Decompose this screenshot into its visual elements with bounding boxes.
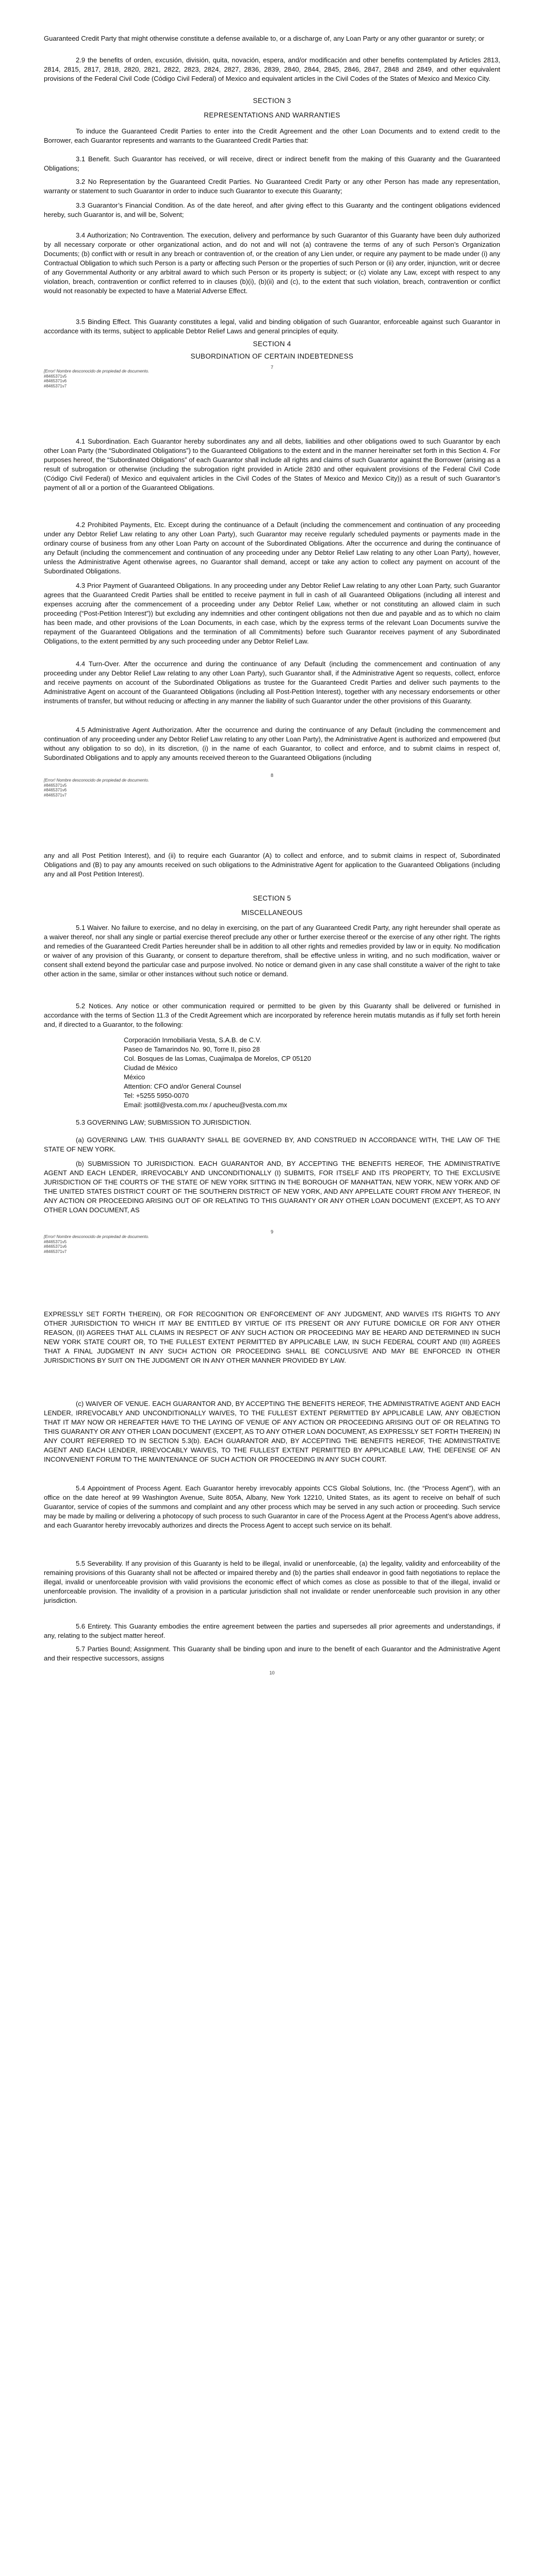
footer-id: #8465371v6 (44, 1244, 67, 1249)
footer-id: #8465371v5 (44, 374, 67, 379)
paragraph-2-9: 2.9 the benefits of orden, excusión, división, quita, novación, espera, and/or modificación and other benefits contemplated by Articles 2813, 2814, 2815, 2817, 2818, 2820, 2821, 2822, 2823, 2824, 2827, 2836, 2839, 2840, 2844, 2845, 2846, 2847, 2848 and 2849, and other equivalent provisions of the Federal Civil Code (Código Civil Federal) of Mexico and equivalent articles in the Civil Codes of the States of Mexico and Mexico City. (44, 56, 500, 82)
paragraph-4-4: 4.4 Turn-Over. After the occurrence and during the continuance of any Default (including the commencement and continuation of any proceeding under any Debtor Relief Law relating to any other Loan Party), such Guarantor shall, if the Administrative Agent so requests, collect, enforce and receive payments on account of the Subordinated Obligations as trustee for the Guaranteed Credit Parties and deliver such payments to the Administrative Agent on account of the Guaranteed Obligations (including all Post-Petition Interest), together with any necessary endorsements or other instruments of transfer, but without reducing or affecting in any manner the liability of such Guarantor under the other provisions of this Guaranty. (44, 660, 500, 705)
address-line: Tel: +5255 5950-0070 (124, 1092, 189, 1099)
footer-id: #8465371v5 (44, 783, 67, 788)
address-line: Ciudad de México (124, 1064, 178, 1072)
paragraph-continuation: any and all Post Petition Interest), and (ii) to require each Guarantor (A) to collect and enforce, and to submit claims in respect of, Subordinated Obligations and (B) to pay any amounts received on such obligations to the Administrative Agent for application to the Guaranteed Obligations (including any and all Post Petition Interest). (44, 852, 500, 878)
paragraph-3-5: 3.5 Binding Effect. This Guaranty constitutes a legal, valid and binding obligation of such Guarantor, enforceable against such Guarantor in accordance with its terms, subject to applicable Debtor Relief Laws and general principles of equity. (44, 318, 500, 335)
page-footer (44, 1234, 199, 1254)
page-number: 9 (270, 1229, 273, 1234)
section-3-subtitle: REPRESENTATIONS AND WARRANTIES (204, 111, 340, 119)
address-line: México (124, 1073, 145, 1081)
paragraph-4-3: 4.3 Prior Payment of Guaranteed Obligations. In any proceeding under any Debtor Relief Law relating to any other Loan Party, such Guarantor agrees that the Guaranteed Credit Parties shall be entitled to receive payment in full in cash of all Guaranteed Obligations (including all interest and expenses accruing after the commencement of a proceeding under any Debtor Relief Law, whether or not constituting an allowed claim in such proceeding (“Post-Petition Interest”)) but excluding any indemnities and other contingent obligations not then due and payable and as to which no claim has been made, and other provisions of the Loan Documents, in each case, which by the express terms of the relevant Loan Documents survive the repayment of the Guaranteed Obligations and the termination of all Commitments) before such Guarantor receives payment of any Subordinated Obligations, to the extent permitted by any such proceeding under any Debtor Relief Law. (44, 582, 500, 645)
paragraph-5-6: 5.6 Entirety. This Guaranty embodies the entire agreement between the parties and supersedes all prior agreements and understandings, if any, relating to the subject matter hereof. (44, 1622, 500, 1639)
footer-id: #8465371v5 (44, 1239, 67, 1244)
footer-note: [Error! Nombre desconocido de propiedad de documento. (44, 369, 150, 374)
page-number: 7 (270, 365, 273, 370)
paragraph-5-7: 5.7 Parties Bound; Assignment. This Guaranty shall be binding upon and inure to the benefit of each Guarantor and the Administrative Agent and their respective successors, assigns (44, 1645, 500, 1662)
address-line: Paseo de Tamarindos No. 90, Torre II, piso 28 (124, 1045, 260, 1053)
paragraph-3-4: 3.4 Authorization; No Contravention. The execution, delivery and performance by such Guarantor of this Guaranty have been duly authorized by all necessary corporate or other organizational action, and do not and will not (a) contravene the terms of any of such Person’s Organization Documents; (b) conflict with or result in any breach or contravention of, or the creation of any Lien under, or require any payment to be made under (i) any Contractual Obligation to which such Person is a party or affecting such Person or the properties of such Person or (ii) any order, injunction, writ or decree of any Governmental Authority or any arbitral award to which such Person or its property is subject; or (c) violate any Law, except with respect to any violation, breach, contravention or conflict referred to in clauses (b)(i), (b)(ii) and (c), to the extent that such violation, breach, contravention or conflict would not reasonably be expected to have a Material Adverse Effect. (44, 231, 500, 295)
footer-note: [Error! Nombre desconocido de propiedad de documento. (44, 1234, 150, 1239)
paragraph-5-3: 5.3 GOVERNING LAW; SUBMISSION TO JURISDICTION. (76, 1118, 252, 1126)
paragraph-3-3: 3.3 Guarantor’s Financial Condition. As of the date hereof, and after giving effect to this Guaranty and the contingent obligations evidenced hereby, such Guarantor is, and will be, Solvent; (44, 201, 500, 218)
page-number: 10 (269, 1670, 275, 1675)
address-line: Email: jsottil@vesta.com.mx / apucheu@vesta.com.mx (124, 1101, 287, 1109)
address-line: Col. Bosques de las Lomas, Cuajimalpa de Morelos, CP 05120 (124, 1055, 311, 1062)
paragraph-continuation: Guaranteed Credit Party that might otherwise constitute a defense available to, or a discharge of, any Loan Party or any other guarantor or surety; or (44, 35, 485, 42)
paragraph-3-intro: To induce the Guaranteed Credit Parties to enter into the Credit Agreement and the other Loan Documents and to extend credit to the Borrower, each Guarantor represents and warrants to the Guaranteed Credit Parties that: (44, 127, 500, 144)
paragraph-5-2: 5.2 Notices. Any notice or other communication required or permitted to be given by this Guaranty shall be delivered or furnished in accordance with the terms of Section 11.3 of the Credit Agreement which are incorporated by reference herein mutatis mutandis as if fully set forth herein and, if directed to a Guarantor, to the following: (44, 1002, 500, 1028)
footer-id: #8465371v6 (44, 788, 67, 792)
notice-address-block (124, 1036, 413, 1110)
footer-id: #8465371v7 (44, 1249, 67, 1254)
section-5-subtitle: MISCELLANEOUS (241, 909, 303, 917)
paragraph-5-3-a: (a) GOVERNING LAW. THIS GUARANTY SHALL BE GOVERNED BY, AND CONSTRUED IN ACCORDANCE WITH, THE LAW OF THE STATE OF NEW YORK. (44, 1136, 500, 1153)
section-5-title: SECTION 5 (253, 894, 291, 902)
paragraph-5-4: 5.4 Appointment of Process Agent. Each Guarantor hereby irrevocably appoints CCS Global Solutions, Inc. (the “Process Agent”), with an office on the date hereof at 99 Washington Avenue, Suite 805A, Albany, New York 12210, United States, as its agent to receive on behalf of such Guarantor, service of copies of the summons and complaint and any other process which may be served in any such action or proceeding. Such service may be made by mailing or delivering a photocopy of such process to such Guarantor in care of the Process Agent at the Process Agent’s above address, and each Guarantor hereby irrevocably authorizes and directs the Process Agent to accept such service on its behalf. (44, 1484, 500, 1529)
paragraph-4-1: 4.1 Subordination. Each Guarantor hereby subordinates any and all debts, liabilities and other obligations owed to such Guarantor by each other Loan Party (the “Subordinated Obligations”) to the Guaranteed Obligations to the extent and in the manner hereinafter set forth in this Section 4. For purposes hereof, the “Subordinated Obligations” of each Guarantor shall include all rights and claims of such Guarantor against the Borrower (arising as a result of subrogation or otherwise (including the subrogation right provided in Article 2830 and other equivalent provisions of the Federal Civil Code (Código Civil Federal) of Mexico and equivalent articles in the Civil Codes of the States of Mexico and Mexico City)) as a result of such Guarantor’s payment of all or a portion of the Guaranteed Obligations. (44, 437, 500, 492)
footer-id: #8465371v7 (44, 383, 67, 388)
paragraph-3-2: 3.2 No Representation by the Guaranteed Credit Parties. No Guaranteed Credit Party or any other Person has made any representation, warranty or statement to such Guarantor in order to induce such Guarantor to execute this Guaranty; (44, 178, 500, 195)
paragraph-3-1: 3.1 Benefit. Such Guarantor has received, or will receive, direct or indirect benefit from the making of this Guaranty and the Guaranteed Obligations; (44, 155, 500, 172)
section-4-title: SECTION 4 (253, 340, 291, 348)
address-line: Corporación Inmobiliaria Vesta, S.A.B. de C.V. (124, 1036, 261, 1044)
paragraph-5-3-c: (c) WAIVER OF VENUE. EACH GUARANTOR AND, BY ACCEPTING THE BENEFITS HEREOF, THE ADMINISTRATIVE AGENT AND EACH LENDER, IRREVOCABLY AND UNCONDITIONALLY WAIVES, TO THE FULLEST EXTENT PERMITTED BY APPLICABLE LAW, ANY OBJECTION THAT IT MAY NOW OR HEREAFTER HAVE TO THE LAYING OF VENUE OF ANY ACTION OR PROCEEDING ARISING OUT OF OR RELATING TO THIS GUARANTY OR ANY OTHER LOAN DOCUMENT (EXCEPT, AS TO ANY OTHER LOAN DOCUMENT, AS EXPRESSLY SET FORTH THEREIN) IN ANY COURT REFERRED TO IN SECTION 5.3(b). EACH GUARANTOR AND, BY ACCEPTING THE BENEFITS HEREOF, THE ADMINISTRATIVE AGENT AND EACH LENDER, IRREVOCABLY WAIVES, TO THE FULLEST EXTENT PERMITTED BY APPLICABLE LAW, THE DEFENSE OF AN INCONVENIENT FORUM TO THE MAINTENANCE OF SUCH ACTION OR PROCEEDING IN ANY SUCH COURT. (44, 1400, 500, 1463)
page-footer (44, 778, 199, 798)
paragraph-5-1: 5.1 Waiver. No failure to exercise, and no delay in exercising, on the part of any Guaranteed Credit Party, any right hereunder shall operate as a waiver thereof, nor shall any single or partial exercise thereof preclude any other or further exercise thereof or the exercise of any other right. The rights and remedies of the Guaranteed Credit Parties hereunder shall be in addition to all other rights and remedies provided by law or in equity. No modification or waiver of any provision of this Guaranty, or consent to departure therefrom, shall be effective unless in writing, and no such modification, waiver or consent shall extend beyond the particular case and purpose involved. No notice or demand given in any case shall constitute a waiver of the right to take other action in the same, similar or other instances without such notice or demand. (44, 924, 500, 978)
paragraph-4-5: 4.5 Administrative Agent Authorization. After the occurrence and during the continuance of any Default (including the commencement and continuation of any proceeding under any Debtor Relief Law relating to any other Loan Party), the Administrative Agent is authorized and empowered (but without any obligation to so do), in its discretion, (i) in the name of each Guarantor, to collect and enforce, and to submit claims in respect of, Subordinated Obligations and to apply any amounts received thereon to the Guaranteed Obligations (including (44, 726, 500, 761)
paragraph-5-3-b: (b) SUBMISSION TO JURISDICTION. EACH GUARANTOR AND, BY ACCEPTING THE BENEFITS HEREOF, THE ADMINISTRATIVE AGENT AND EACH LENDER, IRREVOCABLY AND UNCONDITIONALLY (I) SUBMITS, FOR ITSELF AND ITS PROPERTY, TO THE EXCLUSIVE JURISDICTION OF THE COURTS OF THE STATE OF NEW YORK SITTING IN THE BOROUGH OF MANHATTAN, NEW YORK, NEW YORK AND OF THE UNITED STATES DISTRICT COURT OF THE SOUTHERN DISTRICT OF NEW YORK, AND ANY APPELLATE COURT FROM ANY THEREOF, IN ANY ACTION OR PROCEEDING ARISING OUT OF OR RELATING TO THIS GUARANTY OR ANY OTHER LOAN DOCUMENT (EXCEPT, AS TO ANY OTHER LOAN DOCUMENT, AS (44, 1160, 500, 1214)
paragraph-continuation: EXPRESSLY SET FORTH THEREIN), OR FOR RECOGNITION OR ENFORCEMENT OF ANY JUDGMENT, AND WAIVES ITS RIGHTS TO ANY OTHER JURISDICTION TO WHICH IT MAY BE ENTITLED BY VIRTUE OF ITS PRESENT OR ANY FUTURE DOMICILE OR FOR ANY OTHER REASON, (II) AGREES THAT ALL CLAIMS IN RESPECT OF ANY SUCH ACTION OR PROCEEDING MAY BE HEARD AND DETERMINED IN SUCH NEW YORK STATE COURT OR, TO THE FULLEST EXTENT PERMITTED BY APPLICABLE LAW, IN SUCH FEDERAL COURT AND (III) AGREES THAT A FINAL JUDGMENT IN ANY SUCH ACTION OR PROCEEDING SHALL BE CONCLUSIVE AND MAY BE ENFORCED IN OTHER JURISDICTIONS BY SUIT ON THE JUDGMENT OR IN ANY OTHER MANNER PROVIDED BY LAW. (44, 1310, 500, 1364)
footer-note: [Error! Nombre desconocido de propiedad de documento. (44, 778, 150, 783)
section-3-title: SECTION 3 (253, 97, 291, 105)
paragraph-4-2: 4.2 Prohibited Payments, Etc. Except during the continuance of a Default (including the commencement and continuation of any proceeding under any Debtor Relief Law relating to any other Loan Party), such Guarantor may receive regularly scheduled payments or payments made in the ordinary course of business from any other Loan Party on account of the Subordinated Obligations. After the occurrence and during the continuance of any Default (including the commencement and continuation of any proceeding under any Debtor Relief Law relating to any other Loan Party), however, unless the Administrative Agent otherwise agrees, no Guarantor shall demand, accept or take any action to collect any payment on account of the Subordinated Obligations. (44, 521, 500, 575)
footer-id: #8465371v6 (44, 379, 67, 383)
page-number: 8 (270, 773, 273, 778)
paragraph-5-5: 5.5 Severability. If any provision of this Guaranty is held to be illegal, invalid or unenforceable, (a) the legality, validity and enforceability of the remaining provisions of this Guaranty shall not be affected or impaired thereby and (b) the parties shall endeavor in good faith negotiations to replace the illegal, invalid or unenforceable provision with valid provisions the economic effect of which comes as close as possible to that of the illegal, invalid or unenforceable provision. The invalidity of a provision in a particular jurisdiction shall not invalidate or render unenforceable such provision in any other jurisdiction. (44, 1560, 500, 1604)
footer-id: #8465371v7 (44, 792, 67, 798)
page-footer (44, 369, 199, 388)
section-4-subtitle: SUBORDINATION OF CERTAIN INDEBTEDNESS (190, 352, 354, 360)
address-line: Attention: CFO and/or General Counsel (124, 1082, 241, 1090)
